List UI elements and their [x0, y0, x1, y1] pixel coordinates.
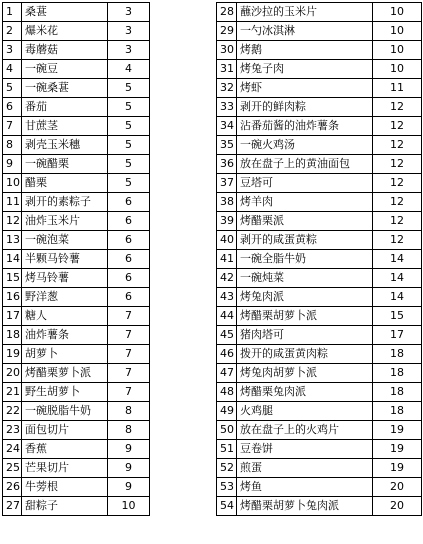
food-value-cell: 12 — [373, 212, 422, 231]
row-number-cell: 46 — [217, 345, 237, 364]
table-row — [3, 288, 150, 307]
food-value-cell: 5 — [108, 136, 150, 155]
food-value-cell: 12 — [373, 174, 422, 193]
food-value-cell: 19 — [373, 440, 422, 459]
table-row — [3, 383, 150, 402]
row-number-cell: 16 — [3, 288, 22, 307]
table-row — [217, 3, 422, 22]
food-value-cell: 3 — [108, 22, 150, 41]
food-name-cell: 面包切片 — [22, 421, 108, 440]
table-row — [3, 402, 150, 421]
food-value-cell: 18 — [373, 345, 422, 364]
row-number-cell: 37 — [217, 174, 237, 193]
row-number-cell: 19 — [3, 345, 22, 364]
food-name-cell: 一碗泡菜 — [22, 231, 108, 250]
table-row — [217, 60, 422, 79]
row-number-cell: 52 — [217, 459, 237, 478]
table-row — [3, 41, 150, 60]
food-name-cell: 甘蔗茎 — [22, 117, 108, 136]
table-row — [3, 421, 150, 440]
row-number-cell: 40 — [217, 231, 237, 250]
food-name-cell: 放在盘子上的火鸡片 — [237, 421, 373, 440]
food-name-cell: 剥开的素粽子 — [22, 193, 108, 212]
row-number-cell: 34 — [217, 117, 237, 136]
food-value-cell: 8 — [108, 402, 150, 421]
food-value-cell: 11 — [373, 79, 422, 98]
food-name-cell: 烤醋栗萝卜派 — [22, 364, 108, 383]
row-number-cell: 53 — [217, 478, 237, 497]
row-number-cell: 30 — [217, 41, 237, 60]
food-name-cell: 烤兔子肉 — [237, 60, 373, 79]
food-name-cell: 烤马铃薯 — [22, 269, 108, 288]
food-value-cell: 7 — [108, 345, 150, 364]
food-value-cell: 6 — [108, 231, 150, 250]
row-number-cell: 28 — [217, 3, 237, 22]
food-value-cell: 14 — [373, 288, 422, 307]
table-row — [3, 212, 150, 231]
row-number-cell: 21 — [3, 383, 22, 402]
table-row — [3, 345, 150, 364]
food-value-cell: 3 — [108, 3, 150, 22]
food-value-cell: 6 — [108, 269, 150, 288]
row-number-cell: 22 — [3, 402, 22, 421]
food-value-cell: 19 — [373, 459, 422, 478]
row-number-cell: 48 — [217, 383, 237, 402]
food-name-cell: 烤醋栗胡萝卜兔肉派 — [237, 497, 373, 516]
food-name-cell: 甜粽子 — [22, 497, 108, 516]
food-table-right-body — [217, 3, 422, 516]
row-number-cell: 50 — [217, 421, 237, 440]
food-value-cell: 14 — [373, 269, 422, 288]
food-value-cell: 6 — [108, 250, 150, 269]
row-number-cell: 41 — [217, 250, 237, 269]
table-row — [3, 364, 150, 383]
food-value-cell: 18 — [373, 402, 422, 421]
food-name-cell: 油炸薯条 — [22, 326, 108, 345]
row-number-cell: 8 — [3, 136, 22, 155]
row-number-cell: 33 — [217, 98, 237, 117]
table-row — [217, 364, 422, 383]
row-number-cell: 20 — [3, 364, 22, 383]
food-value-cell: 10 — [373, 41, 422, 60]
food-value-cell: 19 — [373, 421, 422, 440]
table-row — [217, 478, 422, 497]
row-number-cell: 27 — [3, 497, 22, 516]
food-value-cell: 6 — [108, 212, 150, 231]
table-row — [217, 117, 422, 136]
food-name-cell: 烤醋栗胡萝卜派 — [237, 307, 373, 326]
table-row — [3, 250, 150, 269]
row-number-cell: 18 — [3, 326, 22, 345]
table-row — [217, 22, 422, 41]
table-row — [217, 307, 422, 326]
table-row — [217, 174, 422, 193]
table-row — [217, 269, 422, 288]
row-number-cell: 3 — [3, 41, 22, 60]
food-name-cell: 豆卷饼 — [237, 440, 373, 459]
table-row — [217, 212, 422, 231]
table-row — [3, 231, 150, 250]
table-row — [217, 41, 422, 60]
food-name-cell: 剥开的咸蛋黄粽 — [237, 231, 373, 250]
food-value-cell: 5 — [108, 174, 150, 193]
table-row — [3, 98, 150, 117]
table-row — [217, 250, 422, 269]
food-value-cell: 5 — [108, 117, 150, 136]
food-value-cell: 17 — [373, 326, 422, 345]
food-value-cell: 10 — [373, 22, 422, 41]
row-number-cell: 9 — [3, 155, 22, 174]
table-row — [3, 459, 150, 478]
row-number-cell: 15 — [3, 269, 22, 288]
row-number-cell: 6 — [3, 98, 22, 117]
food-name-cell: 烤鹅 — [237, 41, 373, 60]
food-name-cell: 烤醋栗派 — [237, 212, 373, 231]
table-row — [217, 440, 422, 459]
food-name-cell: 一碗火鸡汤 — [237, 136, 373, 155]
table-row — [217, 136, 422, 155]
row-number-cell: 14 — [3, 250, 22, 269]
food-value-cell: 7 — [108, 326, 150, 345]
food-value-cell: 9 — [108, 440, 150, 459]
food-value-cell: 20 — [373, 497, 422, 516]
food-table-right — [216, 2, 422, 516]
row-number-cell: 24 — [3, 440, 22, 459]
food-name-cell: 豆塔可 — [237, 174, 373, 193]
food-name-cell: 一碗脱脂牛奶 — [22, 402, 108, 421]
food-value-cell: 5 — [108, 79, 150, 98]
food-value-cell: 7 — [108, 383, 150, 402]
food-name-cell: 放在盘子上的黄油面包 — [237, 155, 373, 174]
row-number-cell: 36 — [217, 155, 237, 174]
row-number-cell: 1 — [3, 3, 22, 22]
food-name-cell: 醋栗 — [22, 174, 108, 193]
food-name-cell: 香蕉 — [22, 440, 108, 459]
food-value-cell: 3 — [108, 41, 150, 60]
row-number-cell: 31 — [217, 60, 237, 79]
table-row — [3, 60, 150, 79]
food-name-cell: 爆米花 — [22, 22, 108, 41]
row-number-cell: 43 — [217, 288, 237, 307]
food-value-cell: 20 — [373, 478, 422, 497]
food-value-cell: 8 — [108, 421, 150, 440]
food-name-cell: 一碗炖菜 — [237, 269, 373, 288]
food-value-cell: 15 — [373, 307, 422, 326]
food-name-cell: 一勺冰淇淋 — [237, 22, 373, 41]
food-value-cell: 9 — [108, 478, 150, 497]
table-row — [3, 174, 150, 193]
food-value-cell: 4 — [108, 60, 150, 79]
food-name-cell: 一碗桑葚 — [22, 79, 108, 98]
food-name-cell: 毒蘑菇 — [22, 41, 108, 60]
row-number-cell: 51 — [217, 440, 237, 459]
food-value-cell: 9 — [108, 459, 150, 478]
table-row — [3, 326, 150, 345]
food-name-cell: 烤醋栗兔肉派 — [237, 383, 373, 402]
table-row — [3, 478, 150, 497]
table-row — [217, 459, 422, 478]
table-row — [3, 307, 150, 326]
row-number-cell: 38 — [217, 193, 237, 212]
row-number-cell: 23 — [3, 421, 22, 440]
food-value-cell: 10 — [108, 497, 150, 516]
table-row — [217, 497, 422, 516]
table-row — [3, 136, 150, 155]
table-row — [217, 231, 422, 250]
table-row — [217, 98, 422, 117]
row-number-cell: 7 — [3, 117, 22, 136]
food-value-cell: 18 — [373, 364, 422, 383]
row-number-cell: 2 — [3, 22, 22, 41]
food-value-cell: 12 — [373, 155, 422, 174]
food-name-cell: 番茄 — [22, 98, 108, 117]
table-row — [3, 269, 150, 288]
food-name-cell: 烤鱼 — [237, 478, 373, 497]
food-name-cell: 半颗马铃薯 — [22, 250, 108, 269]
food-name-cell: 猪肉塔可 — [237, 326, 373, 345]
food-name-cell: 糖人 — [22, 307, 108, 326]
food-name-cell: 牛蒡根 — [22, 478, 108, 497]
food-value-cell: 6 — [108, 288, 150, 307]
table-row — [217, 383, 422, 402]
food-table-left-body — [3, 3, 150, 516]
row-number-cell: 26 — [3, 478, 22, 497]
table-row — [3, 117, 150, 136]
row-number-cell: 11 — [3, 193, 22, 212]
table-row — [217, 79, 422, 98]
food-name-cell: 烤羊肉 — [237, 193, 373, 212]
food-value-cell: 7 — [108, 307, 150, 326]
table-row — [217, 326, 422, 345]
food-table-left — [2, 2, 150, 516]
food-value-cell: 5 — [108, 98, 150, 117]
table-row — [217, 288, 422, 307]
row-number-cell: 4 — [3, 60, 22, 79]
food-name-cell: 桑葚 — [22, 3, 108, 22]
food-name-cell: 一碗全脂牛奶 — [237, 250, 373, 269]
row-number-cell: 12 — [3, 212, 22, 231]
row-number-cell: 17 — [3, 307, 22, 326]
table-row — [3, 3, 150, 22]
table-row — [217, 155, 422, 174]
food-value-cell: 12 — [373, 193, 422, 212]
food-value-cell: 10 — [373, 60, 422, 79]
table-row — [3, 22, 150, 41]
table-row — [3, 193, 150, 212]
food-name-cell: 拨开的咸蛋黄肉粽 — [237, 345, 373, 364]
row-number-cell: 35 — [217, 136, 237, 155]
row-number-cell: 47 — [217, 364, 237, 383]
table-row — [217, 402, 422, 421]
food-name-cell: 一碗豆 — [22, 60, 108, 79]
food-value-cell: 5 — [108, 155, 150, 174]
food-name-cell: 沾番茄酱的油炸薯条 — [237, 117, 373, 136]
food-value-cell: 12 — [373, 98, 422, 117]
food-name-cell: 一碗醋栗 — [22, 155, 108, 174]
row-number-cell: 10 — [3, 174, 22, 193]
food-name-cell: 野生胡萝卜 — [22, 383, 108, 402]
food-value-cell: 7 — [108, 364, 150, 383]
food-name-cell: 胡萝卜 — [22, 345, 108, 364]
table-row — [3, 155, 150, 174]
row-number-cell: 5 — [3, 79, 22, 98]
food-name-cell: 剥壳玉米穗 — [22, 136, 108, 155]
table-row — [3, 497, 150, 516]
row-number-cell: 42 — [217, 269, 237, 288]
food-name-cell: 烤兔肉胡萝卜派 — [237, 364, 373, 383]
food-name-cell: 芒果切片 — [22, 459, 108, 478]
food-value-cell: 12 — [373, 117, 422, 136]
food-name-cell: 剥开的鲜肉粽 — [237, 98, 373, 117]
food-value-cell: 6 — [108, 193, 150, 212]
table-row — [3, 79, 150, 98]
food-name-cell: 油炸玉米片 — [22, 212, 108, 231]
food-name-cell: 蘸沙拉的玉米片 — [237, 3, 373, 22]
row-number-cell: 54 — [217, 497, 237, 516]
food-name-cell: 野洋葱 — [22, 288, 108, 307]
food-value-cell: 12 — [373, 136, 422, 155]
food-name-cell: 火鸡腿 — [237, 402, 373, 421]
row-number-cell: 39 — [217, 212, 237, 231]
food-value-cell: 10 — [373, 3, 422, 22]
food-value-cell: 18 — [373, 383, 422, 402]
food-name-cell: 烤兔肉派 — [237, 288, 373, 307]
food-value-cell: 12 — [373, 231, 422, 250]
table-row — [217, 345, 422, 364]
food-name-cell: 煎蛋 — [237, 459, 373, 478]
row-number-cell: 25 — [3, 459, 22, 478]
row-number-cell: 13 — [3, 231, 22, 250]
table-row — [217, 193, 422, 212]
row-number-cell: 44 — [217, 307, 237, 326]
row-number-cell: 45 — [217, 326, 237, 345]
table-row — [217, 421, 422, 440]
table-row — [3, 440, 150, 459]
row-number-cell: 32 — [217, 79, 237, 98]
row-number-cell: 29 — [217, 22, 237, 41]
food-value-cell: 14 — [373, 250, 422, 269]
food-name-cell: 烤虾 — [237, 79, 373, 98]
row-number-cell: 49 — [217, 402, 237, 421]
